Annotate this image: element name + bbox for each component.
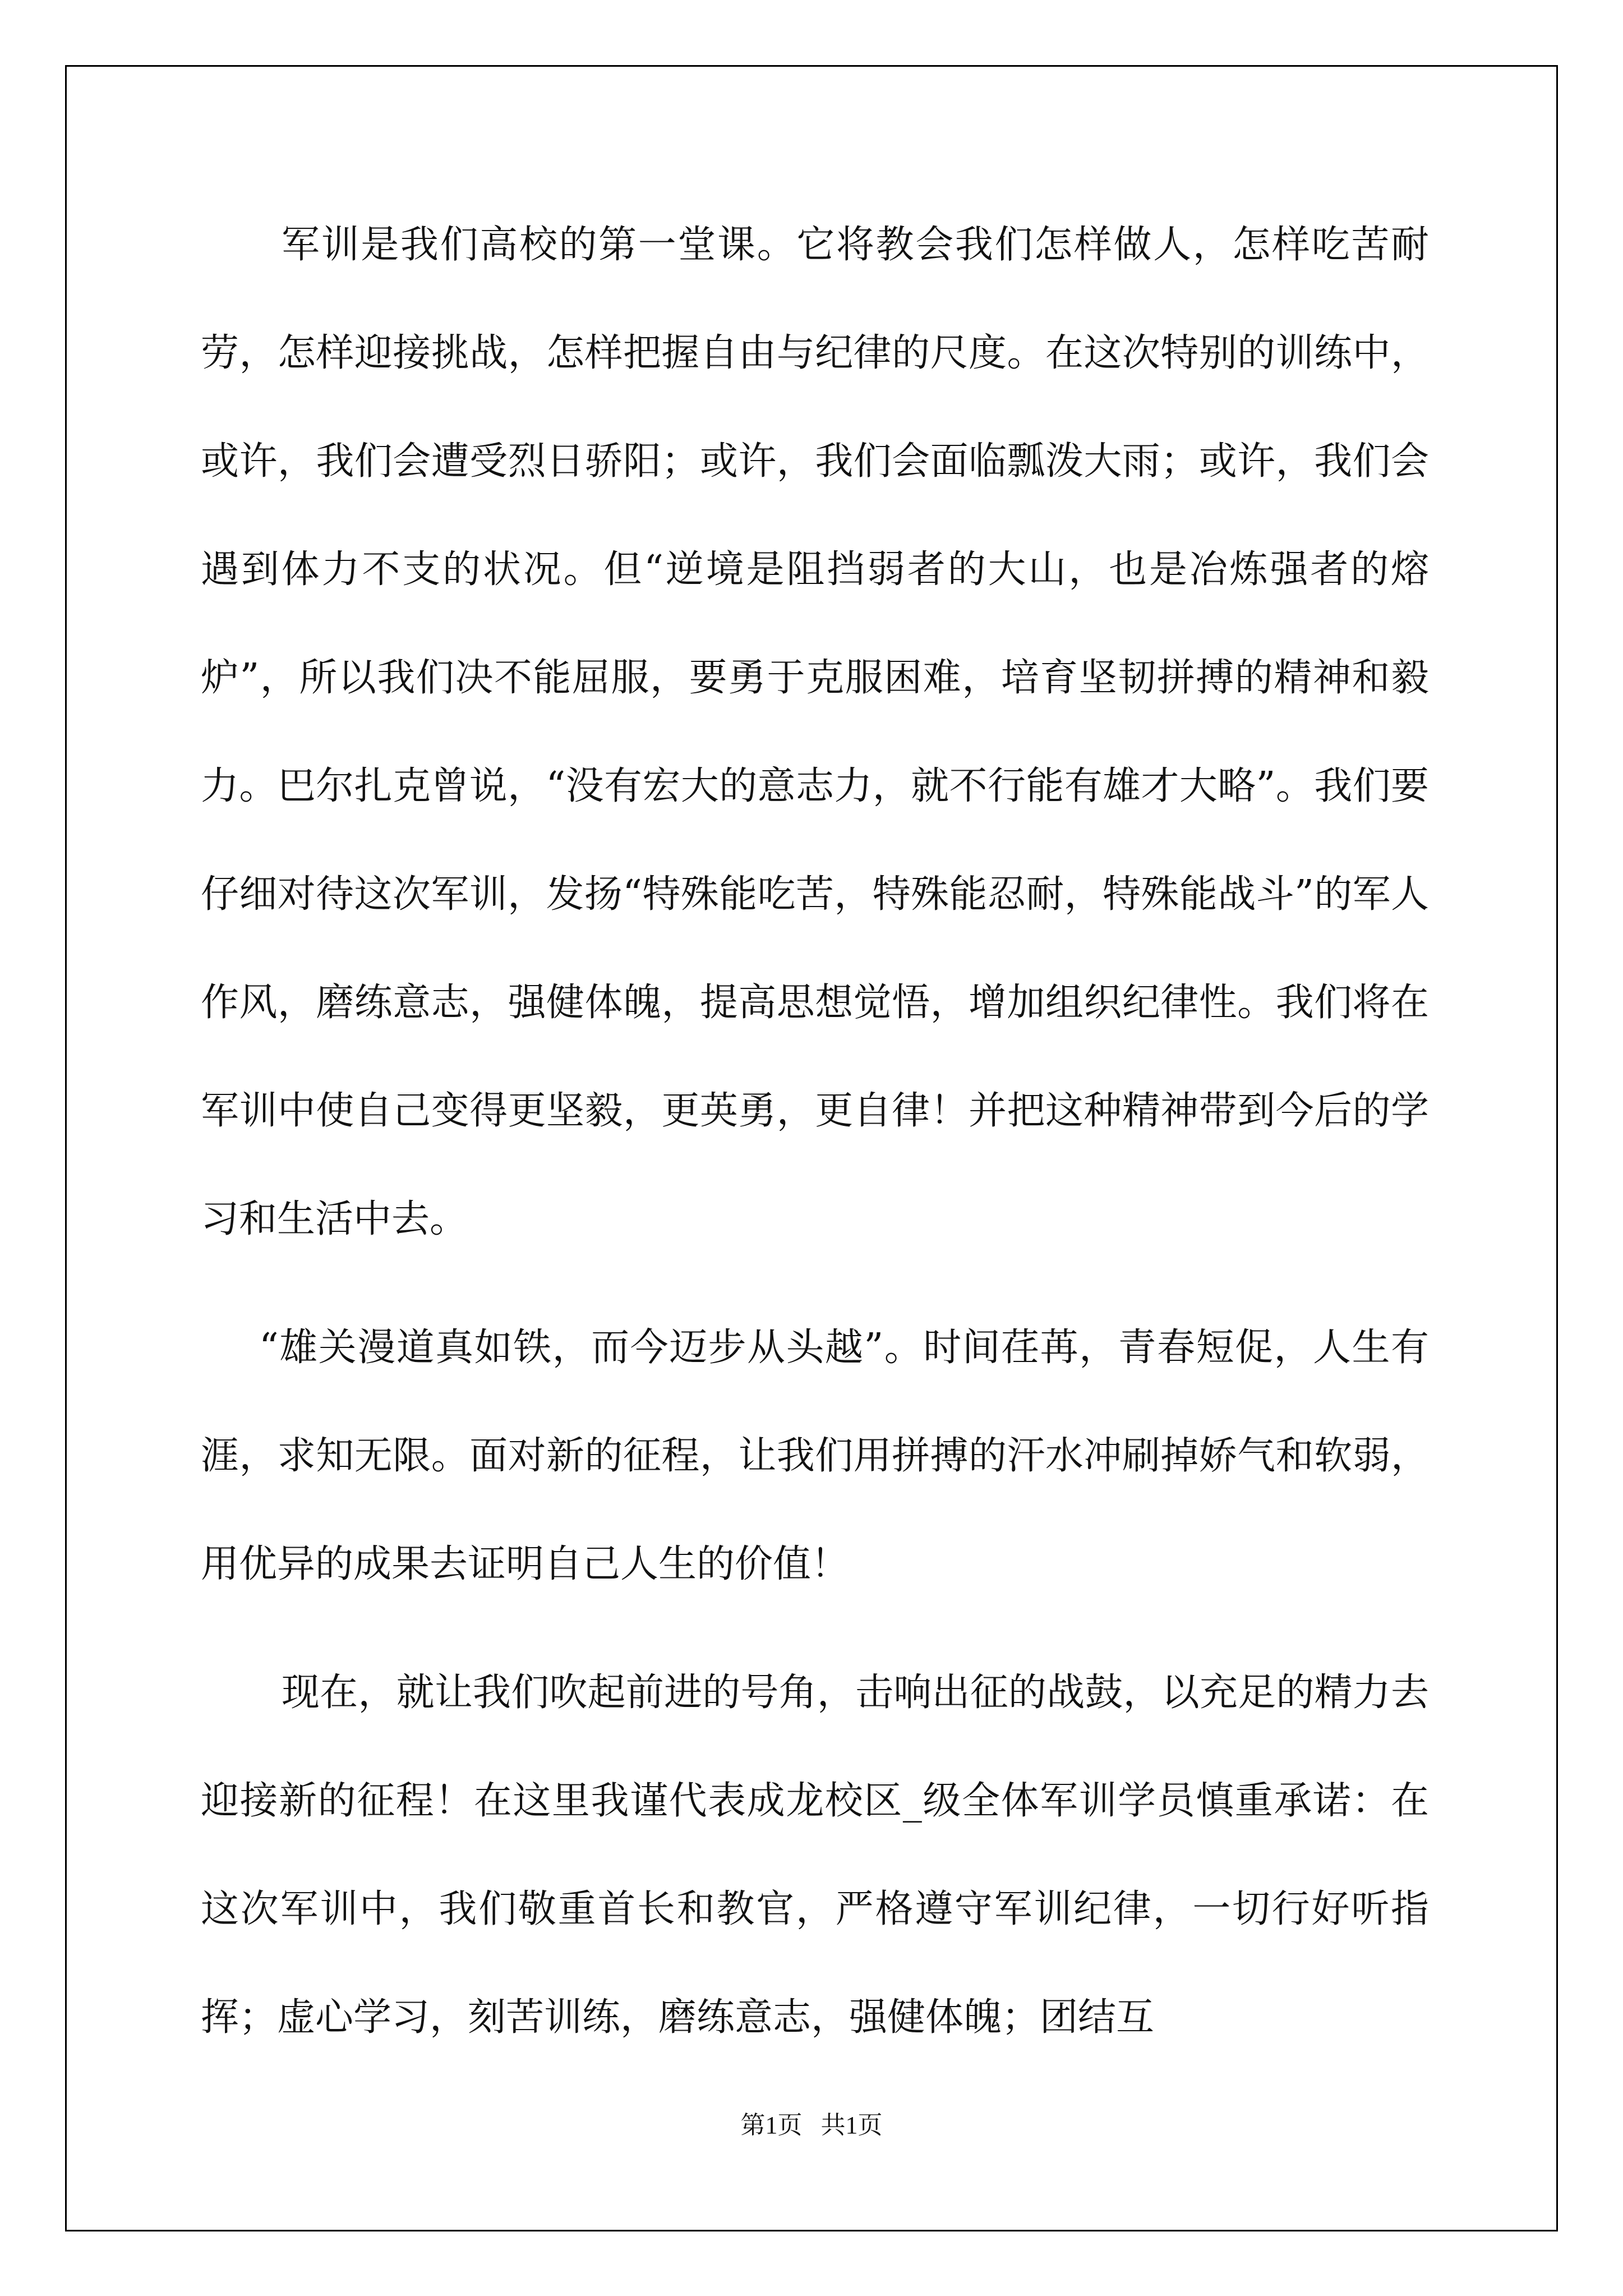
paragraph-1: 军训是我们高校的第一堂课。它将教会我们怎样做人，怎样吃苦耐劳，怎样迎接挑战，怎样把握自由与纪律的尺度。在这次特别的训练中，或许，我们会遭受烈日骄阳；或许，我们会面临瓢泼大雨；或许，我们会遇到体力不支的状况。但“逆境是阻挡弱者的大山，也是冶炼强者的熔炉”，所以我们决不能屈服，要勇于克服困难，培育坚韧拼搏的精神和毅力。巴尔扎克曾说，“没有宏大的意志力，就不行能有雄才大略”。我们要仔细对待这次军训，发扬“特殊能吃苦，特殊能忍耐，特殊能战斗”的军人作风，磨练意志，强健体魄，提高思想觉悟，增加组织纪律性。我们将在军训中使自己变得更坚毅，更英勇，更自律！并把这种精神带到今后的学习和生活中去。 bbox=[201, 223, 1429, 1241]
paragraph-2: “雄关漫道真如铁，而今迈步从头越”。时间荏苒，青春短促，人生有涯，求知无限。面对新的征程，让我们用拼搏的汗水冲刷掉娇气和软弱，用优异的成果去证明自己人生的价值！ bbox=[201, 1326, 1429, 1586]
paragraph-3: 现在，就让我们吹起前进的号角，击响出征的战鼓，以充足的精力去迎接新的征程！在这里我谨代表成龙校区_级全体军训学员慎重承诺：在这次军训中，我们敬重首长和教官，严格遵守军训纪律，一切行好听指挥；虚心学习，刻苦训练，磨练意志，强健体魄；团结互 bbox=[201, 1671, 1429, 2040]
document-body bbox=[201, 191, 1429, 2092]
page-footer bbox=[0, 2105, 1623, 2141]
page-number-label: 第1页 共1页 bbox=[740, 2111, 883, 2139]
